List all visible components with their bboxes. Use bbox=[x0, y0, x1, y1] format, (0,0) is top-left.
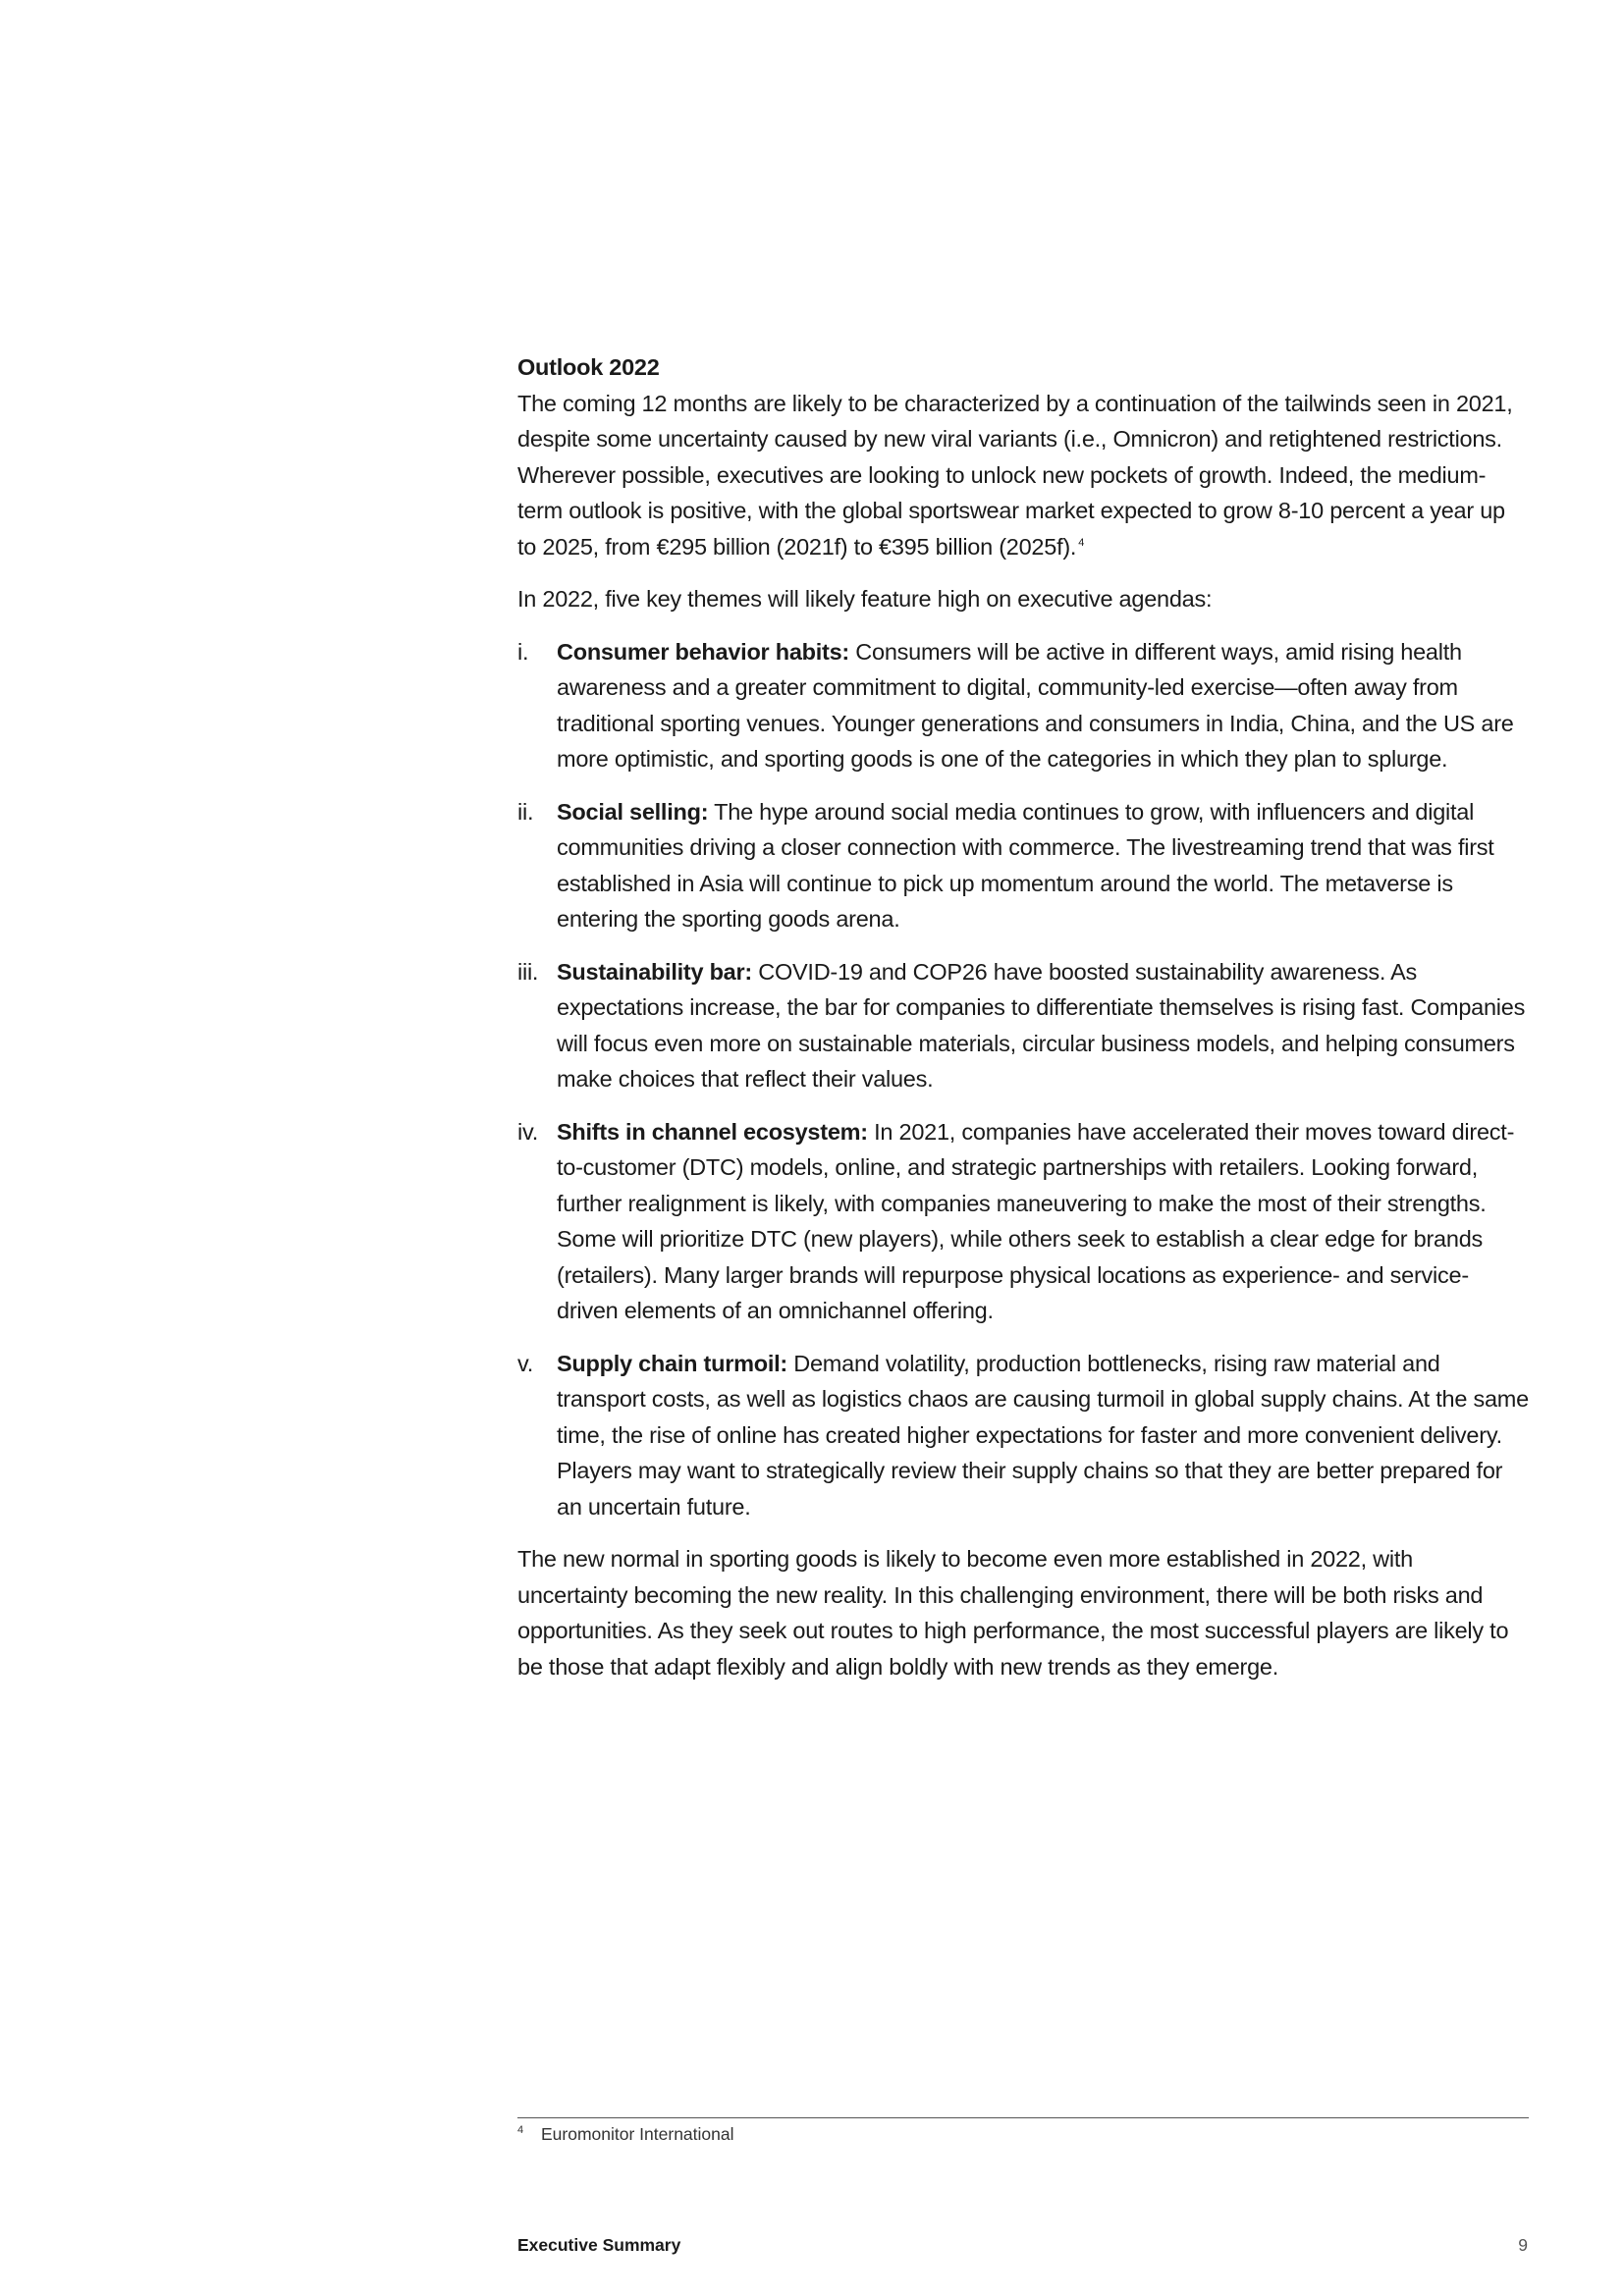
footnote-divider bbox=[517, 2117, 1529, 2118]
themes-lead-paragraph: In 2022, five key themes will likely feature high on executive agendas: bbox=[517, 586, 1213, 612]
theme-item-consumer-behavior bbox=[517, 634, 1529, 777]
theme-item-sustainability-bar bbox=[517, 954, 1529, 1097]
theme-number: iii. bbox=[517, 958, 539, 985]
footer-section-label: Executive Summary bbox=[517, 2235, 681, 2255]
theme-text: Consumers will be active in different ways, amid rising health awareness and a greater commitment to digital, community-led exercise—often away from traditional sporting venues. Younger generations and consumers in India, China, and the US are more optimistic, and sporting goods is one of the categories in which they plan to splurge. bbox=[557, 638, 1514, 772]
section-heading: Outlook 2022 bbox=[517, 354, 660, 380]
theme-title: Shifts in channel ecosystem: bbox=[557, 1118, 868, 1145]
main-content bbox=[517, 349, 1529, 1701]
theme-item-social-selling bbox=[517, 794, 1529, 937]
footnote-reference[interactable]: 4 bbox=[1078, 536, 1085, 549]
page-number: 9 bbox=[1518, 2235, 1528, 2255]
intro-paragraph bbox=[517, 386, 1529, 565]
theme-title: Social selling: bbox=[557, 798, 709, 825]
theme-text: In 2021, companies have accelerated their moves toward direct-to-customer (DTC) models, online, and strategic partnerships with retailers. Looking forward, further realignment is likely, with companies maneuvering to make the most of their strengths. Some will prioritize DTC (new players), while others seek to establish a clear edge for brands (retailers). Many larger brands will repurpose physical locations as experience- and service-driven elements of an omnichannel offering. bbox=[557, 1118, 1515, 1323]
theme-text: COVID-19 and COP26 have boosted sustainability awareness. As expectations increase, the bar for companies to differentiate themselves is rising fast. Companies will focus even more on sustainable materials, circular business models, and helping consumers make choices that reflect their values. bbox=[557, 958, 1526, 1092]
theme-number: iv. bbox=[517, 1118, 539, 1145]
footnote-text: Euromonitor International bbox=[541, 2124, 734, 2144]
closing-paragraph: The new normal in sporting goods is likely to become even more established in 2022, with uncertainty becoming the new reality. In this challenging environment, there will be both risks and opportunities. As they seek out routes to high performance, the most successful players are likely to be those that adapt flexibly and align boldly with new trends as they emerge. bbox=[517, 1546, 1509, 1680]
theme-text: Demand volatility, production bottlenecks, rising raw material and transport costs, as well as logistics chaos are causing turmoil in global supply chains. At the same time, the rise of online has created higher expectations for faster and more convenient delivery. Players may want to strategically review their supply chains so that they are better prepared for an uncertain future. bbox=[557, 1350, 1529, 1520]
theme-title: Sustainability bar: bbox=[557, 958, 752, 985]
intro-text: The coming 12 months are likely to be characterized by a continuation of the tailwinds seen in 2021, despite some uncertainty caused by new viral variants (i.e., Omnicron) and retightened restrictions. Wherever possible, executives are looking to unlock new pockets of growth. Indeed, the medium-term outlook is positive, with the global sportswear market expected to grow 8-10 percent a year up to 2025, from €295 billion (2021f) to €395 billion (2025f). bbox=[517, 390, 1513, 560]
theme-item-channel-ecosystem bbox=[517, 1114, 1529, 1329]
footnote: 4 Euromonitor International bbox=[517, 2124, 734, 2144]
theme-item-supply-chain bbox=[517, 1346, 1529, 1525]
theme-number: i. bbox=[517, 638, 529, 665]
themes-list bbox=[517, 634, 1529, 1525]
theme-title: Consumer behavior habits: bbox=[557, 638, 849, 665]
theme-number: ii. bbox=[517, 798, 534, 825]
theme-title: Supply chain turmoil: bbox=[557, 1350, 787, 1376]
theme-number: v. bbox=[517, 1350, 534, 1376]
theme-text: The hype around social media continues to grow, with influencers and digital communities driving a closer connection with commerce. The livestreaming trend that was first established in Asia will continue to pick up momentum around the world. The metaverse is entering the sporting goods arena. bbox=[557, 798, 1494, 932]
